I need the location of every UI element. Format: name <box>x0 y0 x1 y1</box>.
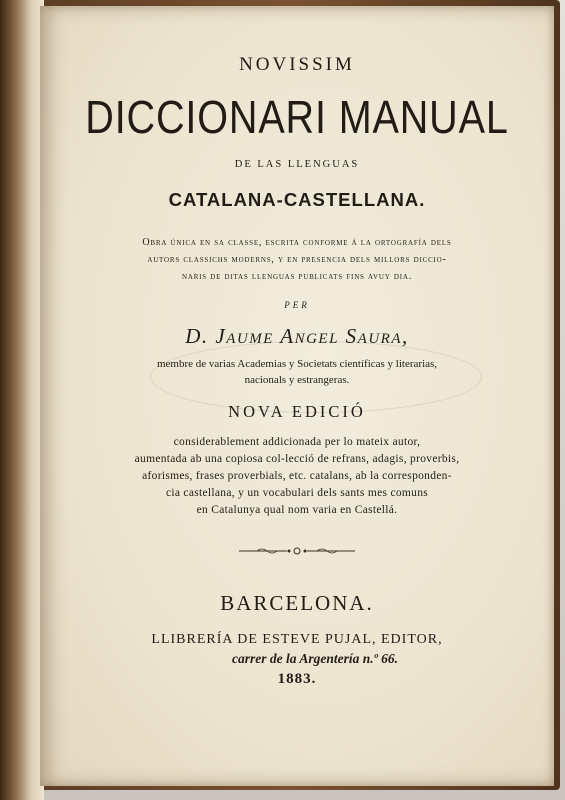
book-spine <box>0 0 44 800</box>
edition-note-line: aumentada ab una copiosa col-lecció de refrans, adagis, proverbis, <box>134 453 460 465</box>
languages-intro: DE LAS LLENGUAS <box>234 159 360 170</box>
edition-note-line: cia castellana, y un vocabulari dels sants mes comuns <box>165 487 429 499</box>
languages-heading: CATALANA-CASTELLANA. <box>168 189 426 210</box>
kicker-text: NOVISSIM <box>239 54 355 75</box>
book-title: DICCIONARI MANUAL <box>85 91 509 143</box>
publication-city: BARCELONA. <box>220 591 374 615</box>
publisher-name: LLIBRERÍA DE ESTEVE PUJAL, EDITOR, <box>151 632 443 647</box>
publication-year: 1883. <box>277 671 317 687</box>
edition-note-line: en Catalunya qual nom varia en Castellá. <box>196 504 398 516</box>
author-credentials-line: nacionals y estrangeras. <box>244 374 350 386</box>
title-page <box>40 6 554 786</box>
publisher-address: carrer de la Argentería n.º 66. <box>232 651 398 666</box>
description-line: naris de ditas llenguas publicats fins avuy dia. <box>182 271 412 282</box>
author-credentials-line: membre de varias Academias y Societats científicas y literarias, <box>156 358 438 370</box>
divider-ornament <box>237 546 357 556</box>
edition-note-line: considerablement addicionada per lo mateix autor, <box>173 436 421 448</box>
edition-heading: NOVA EDICIÓ <box>228 402 366 421</box>
author-name: D. Jaume Angel Saura, <box>185 324 409 348</box>
description-line: autors classichs moderns, y en presencia dels millors diccio- <box>147 254 447 265</box>
edition-note-line: aforismes, frases proverbials, etc. catalans, ab la corresponden- <box>142 470 452 482</box>
description-line: Obra única en sa classe, escrita conforme á la ortografía dels <box>142 237 452 248</box>
per-label: PER <box>284 300 310 310</box>
